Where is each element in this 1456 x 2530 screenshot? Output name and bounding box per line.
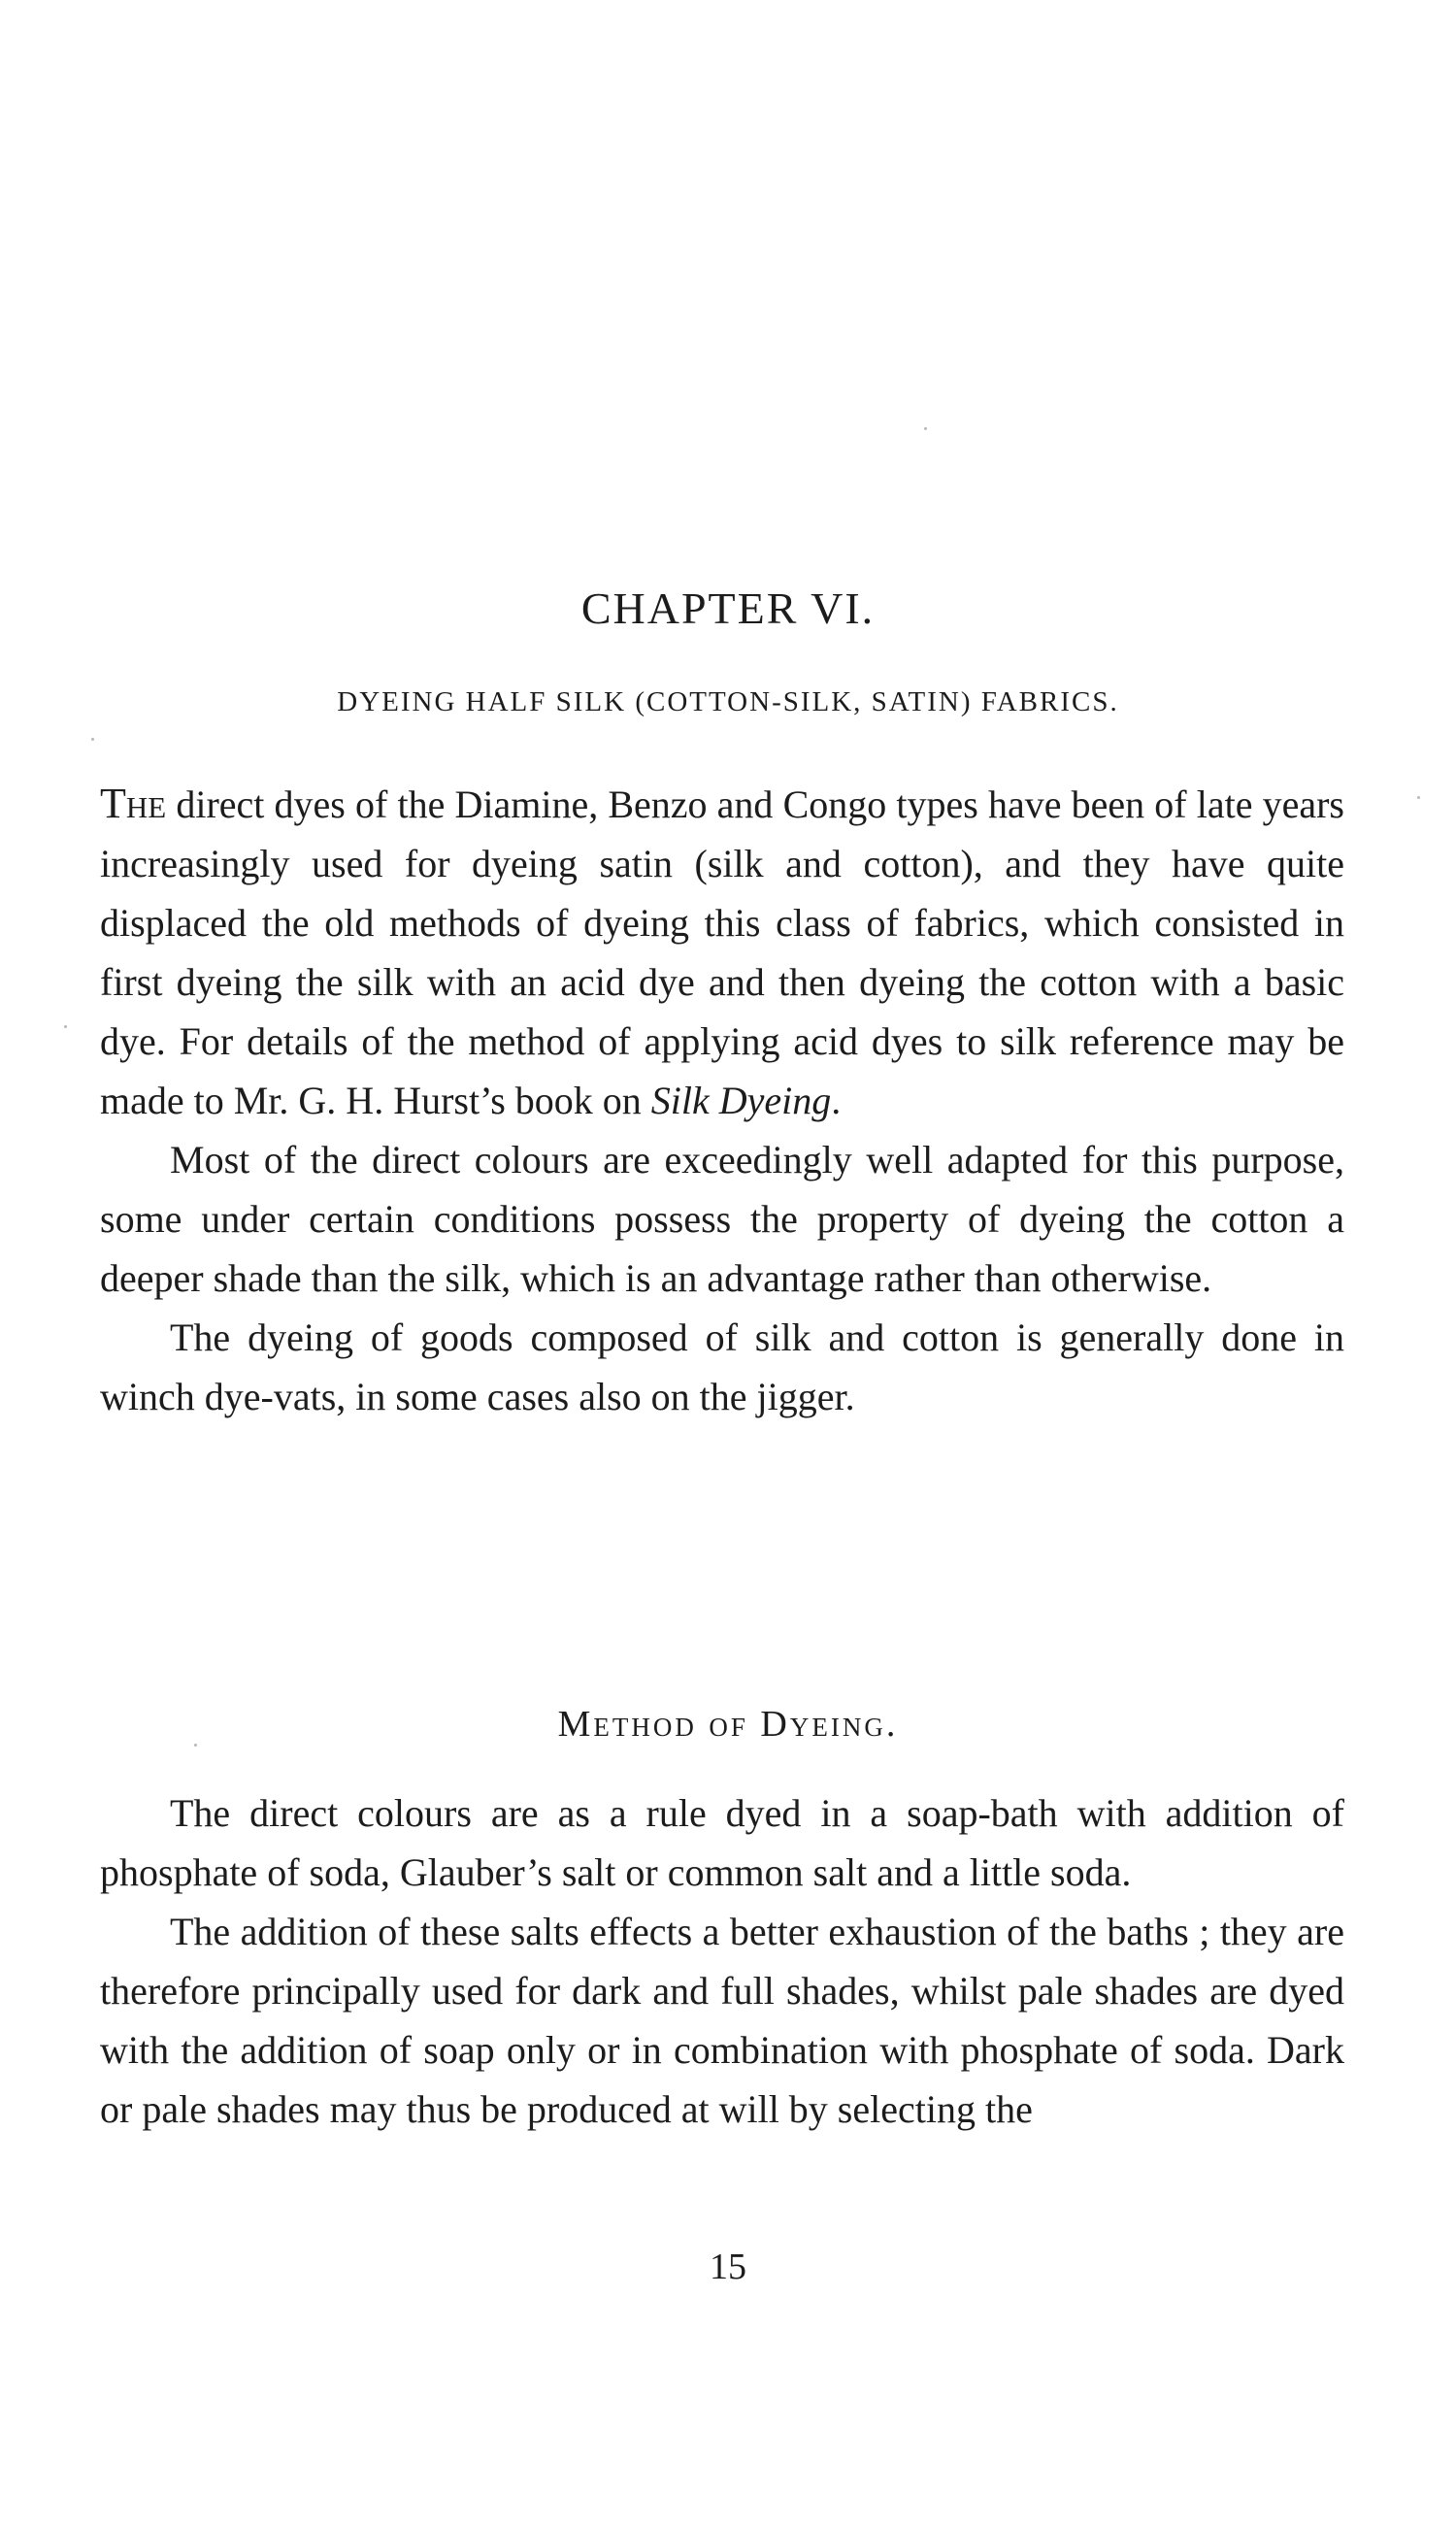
- chapter-number: CHAPTER VI.: [580, 583, 876, 633]
- paper-speck: [194, 1744, 197, 1747]
- intro-paragraph-1-body: direct dyes of the Diamine, Benzo and Congo types have been of late years increasingly used for dyeing satin (silk and cotton), and they have quite displaced the old methods of dyeing this class of fabrics, which consisted in first dyeing the silk with an acid dye and then dyeing the cotton with a basic dye. For details of the method of applying acid dyes to silk reference may be made to Mr. G. H. Hurst’s book on: [100, 782, 1344, 1122]
- section-text: [100, 1783, 1344, 2139]
- intro-paragraph-3: The dyeing of goods composed of silk and cotton is generally done in winch dye-vats, in some cases also on the jigger.: [100, 1315, 1344, 1418]
- section-paragraph-1: The direct colours are as a rule dyed in a soap-bath with addition of phosphate of soda, Glauber’s salt or common salt and a little soda.: [100, 1791, 1344, 1894]
- page-number: 15: [710, 2247, 746, 2287]
- paper-speck: [1417, 796, 1420, 799]
- section-heading: Method of Dyeing.: [557, 1704, 899, 1745]
- intro-text: [100, 774, 1344, 1426]
- intro-paragraph-2: Most of the direct colours are exceedingly well adapted for this purpose, some under certain conditions possess the property of dyeing the cotton a deeper shade than the silk, which is an advantage rather than otherwise.: [100, 1138, 1344, 1300]
- paper-speck: [924, 427, 927, 430]
- section-paragraph-2: The addition of these salts effects a better exhaustion of the baths ; they are therefore principally used for dark and full shades, whilst pale shades are dyed with the addition of soap only or in combination with phosphate of soda. Dark or pale shades may thus be produced at will by selecting the: [100, 1910, 1344, 2131]
- paper-speck: [91, 738, 94, 741]
- chapter-title: DYEING HALF SILK (COTTON-SILK, SATIN) FABRICS.: [337, 686, 1119, 717]
- book-title-reference: Silk Dyeing: [650, 1079, 832, 1122]
- paper-speck: [64, 1025, 67, 1028]
- intro-paragraph-1: [100, 774, 1344, 1130]
- intro-lead-word: The: [100, 780, 167, 827]
- intro-paragraph-1-end: .: [831, 1079, 842, 1122]
